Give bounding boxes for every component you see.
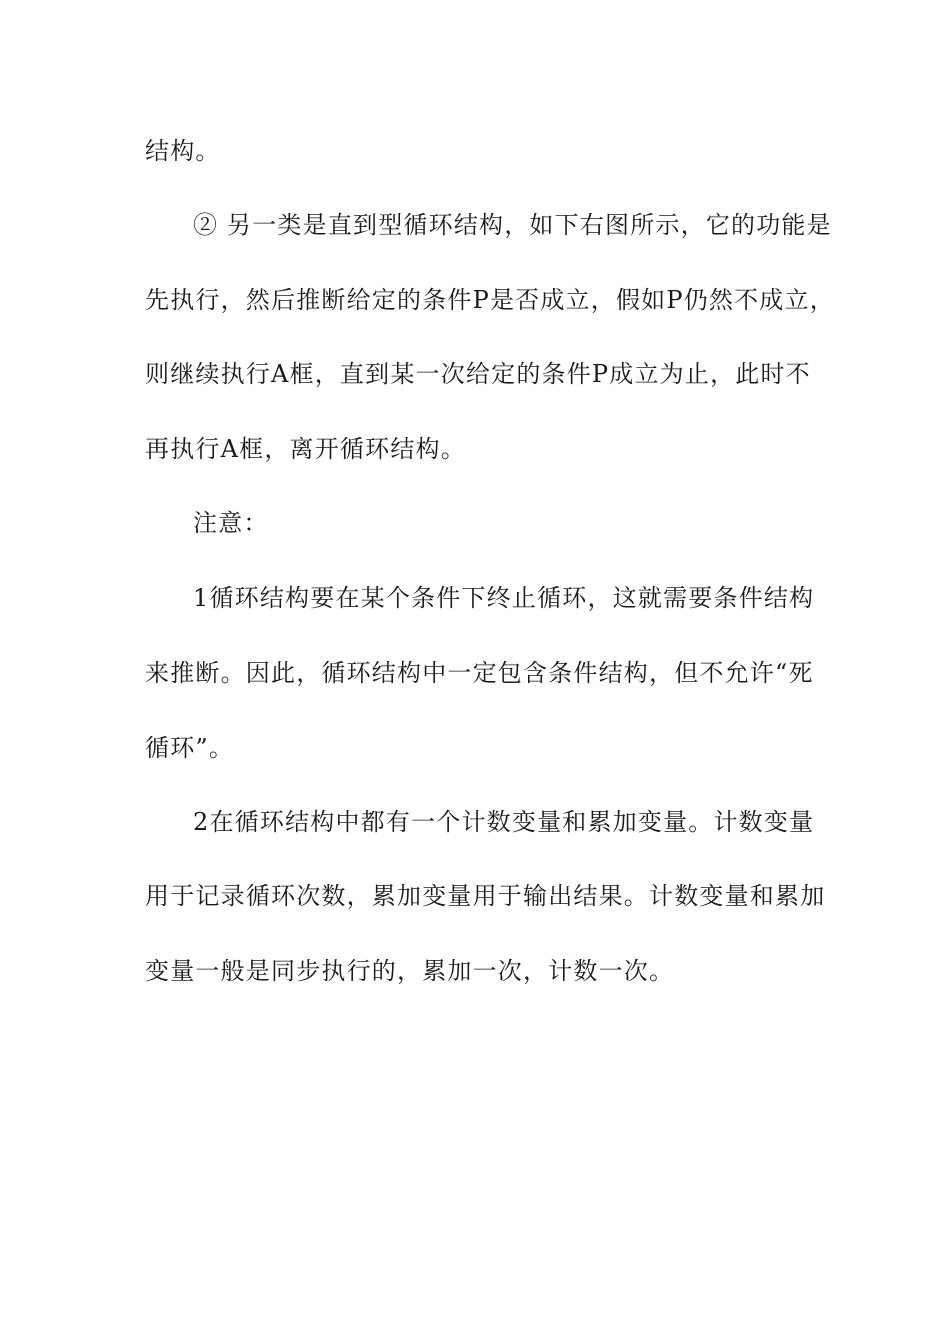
text-line-12: 变量一般是同步执行的，累加一次，计数一次。	[145, 957, 675, 985]
text-line-8: 来推断。因此，循环结构中一定包含条件结构，但不允许“死	[145, 659, 814, 687]
text-line-1: 结构。	[145, 137, 221, 165]
text-line-9: 循环”。	[145, 734, 235, 762]
text-line-5: 再执行A框，离开循环结构。	[145, 435, 466, 463]
text-line-10: 2在循环结构中都有一个计数变量和累加变量。计数变量	[193, 808, 815, 836]
text-line-3: 先执行，然后推断给定的条件P是否成立，假如P仍然不成立，	[145, 286, 835, 314]
text-line-11: 用于记录循环次数，累加变量用于输出结果。计数变量和累加	[145, 882, 826, 910]
text-line-6-note-heading: 注意：	[193, 509, 269, 537]
text-line-4: 则继续执行A框，直到某一次给定的条件P成立为止，此时不	[145, 360, 811, 388]
text-line-7: 1循环结构要在某个条件下终止循环，这就需要条件结构	[193, 584, 815, 612]
text-line-2: ② 另一类是直到型循环结构，如下右图所示，它的功能是	[193, 211, 832, 239]
